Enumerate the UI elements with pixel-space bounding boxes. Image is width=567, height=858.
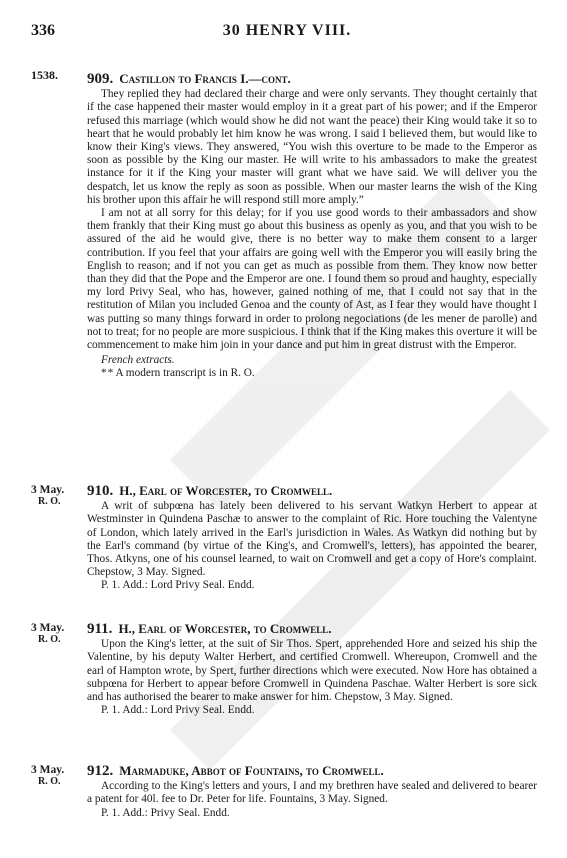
- transcript-note: * * A modern transcript is in R. O.: [101, 367, 255, 380]
- entry-number: 912.: [87, 763, 114, 779]
- entry-heading: [87, 72, 537, 86]
- entry-title: Castillon to Francis I.—cont.: [119, 71, 291, 86]
- entry-number: 910.: [87, 483, 114, 499]
- entry-title: H., Earl of Worcester, to Cromwell.: [119, 483, 333, 498]
- entry-date: 3 May.: [31, 622, 65, 634]
- entry-title: Marmaduke, Abbot of Fountains, to Cromwell.: [119, 763, 384, 778]
- entry-title: H., Earl of Worcester, to Cromwell.: [118, 621, 332, 636]
- running-title: 30 HENRY VIII.: [222, 22, 352, 39]
- entry-date: 3 May.: [31, 484, 65, 496]
- endorsement-line: P. 1. Add.: Privy Seal. Endd.: [101, 806, 230, 819]
- paragraph: According to the King's letters and yours, I and my brethren have sealed and delivered to bearer a patent for 40l. fee to Dr. Peter for life. Fountains, 3 May. Signed.: [87, 780, 537, 806]
- year-margin: 1538.: [31, 68, 58, 82]
- margin-date-910: [31, 484, 64, 507]
- entry-source: R. O.: [38, 776, 61, 787]
- page-number: 336: [31, 22, 55, 39]
- entry-heading: [87, 622, 537, 636]
- entry-source: R. O.: [38, 496, 61, 507]
- entry-909: [87, 72, 537, 381]
- margin-date-912: [31, 764, 64, 787]
- endorsement-line: P. 1. Add.: Lord Privy Seal. Endd.: [101, 704, 255, 717]
- entry-date: 3 May.: [31, 764, 65, 776]
- paragraph: A writ of subpœna has lately been delivered to his servant Watkyn Herbert to appear at Westminster in Quindena Paschæ to answer to the complaint of Ric. Hore touching the Valentyne of London, which lately arrived in the Earl's jurisdiction in Wales. As Watkyn did nothing but by the Earl's command (by virtue of the King's, and Cromwell's, letters), has appointed the bearer, Thos. Atkyns, one of his counsel learned, to wait on Cromwell and get a copy of Hore's complaint. Chepstow, 3 May. Signed.: [87, 500, 537, 579]
- endorsement-line: P. 1. Add.: Lord Privy Seal. Endd.: [101, 579, 255, 592]
- paragraph: I am not at all sorry for this delay; for if you use good words to their ambassadors and show them frankly that their King must go about this business as openly as you, and that you wish to be assured of the aid he would give, there is no better way to make them consent to a larger contribution. If you feel that your affairs are going well with the Emperor you will easily bring the English to reason; and if not you can get as much as possible from them. They know now better than they did that the Pope and the Emperor are one. I found them so proud and haughty, especially my lord Privy Seal, who has, however, gained nothing of me, that I could not say that in the restitution of Milan you included Genoa and the county of Ast, as I fear they would have thought I was putting so many things forward in order to prolong negociations (de les mener de parolle) and not to treat; for no people are more suspicious. I think that if the King makes this overture it will be commencement to make him join in your dance and put him in great distrust with the Emperor.: [87, 207, 537, 352]
- source-note: French extracts.: [101, 354, 175, 367]
- entry-number: 911.: [87, 621, 113, 637]
- entry-911: [87, 622, 537, 717]
- entry-912: [87, 764, 537, 820]
- entry-heading: [87, 764, 537, 778]
- paragraph: Upon the King's letter, at the suit of Sir Thos. Spert, apprehended Hore and seized his ship the Valentine, by his deputy Walter Herbert, and certified Cromwell. Whereupon, Cromwell and the earl of Hampton wrote, by Spert, further directions which were executed. Now Hore has obtained a subpœna for Herbert to appear before Cromwell in Quindena Paschae. Walter Herbert is sore sick and has authorised the bearer to make answer for him. Chepstow, 3 May. Signed.: [87, 638, 537, 704]
- margin-date-911: [31, 622, 64, 645]
- paragraph: They replied they had declared their charge and were only servants. They thought certainly that if the case happened their master would employ in it a great part of his power; and if the Emperor refused this marriage (which would show he did not want the peace) their King would take it so to heart that he would probably let him know he was wrong. I said I believed them, but would like to know their King's views. They answered, “You wish this overture to be made to the Emperor as soon as possible by the King our master. He will write to his ambassadors to make the greatest instance for it if the King your master will grant what we have said. We will deliver you the despatch, let us know the reply as soon as possible. When our master learns the wish of the King his brother upon this affair he will respond still more amply.”: [87, 88, 537, 206]
- entry-source: R. O.: [38, 634, 61, 645]
- entry-910: [87, 484, 537, 593]
- page-header: [31, 22, 543, 44]
- entry-heading: [87, 484, 537, 498]
- entry-number: 909.: [87, 71, 114, 87]
